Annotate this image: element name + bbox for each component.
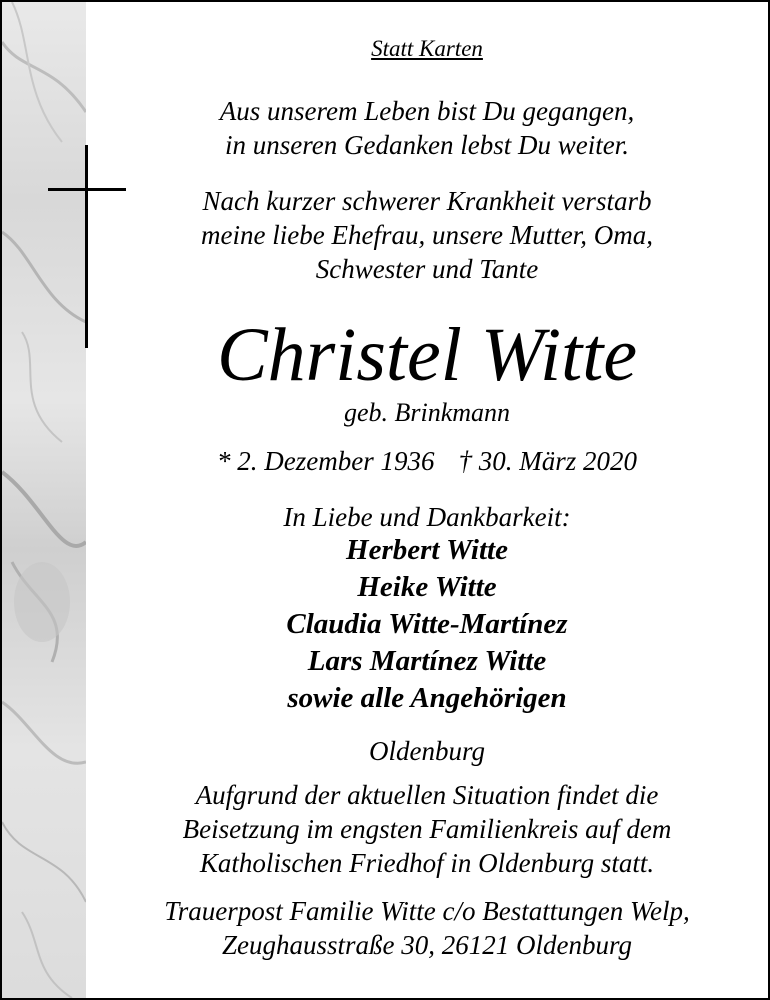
intro-line-3: Schwester und Tante: [315, 254, 539, 284]
intro-line-2: meine liebe Ehefrau, unsere Mutter, Oma,: [201, 220, 653, 250]
address-line-1: Trauerpost Familie Witte c/o Bestattungen Welp,: [164, 896, 690, 926]
notice-line-3: Katholischen Friedhof in Oldenburg statt.: [199, 848, 655, 878]
mourners-intro: In Liebe und Dankbarkeit:: [283, 502, 571, 532]
heading: Statt Karten: [371, 36, 483, 61]
birth-date: * 2. Dezember 1936: [217, 446, 435, 476]
intro-line-1: Nach kurzer schwerer Krankheit verstarb: [202, 186, 652, 216]
deceased-name: Christel Witte: [216, 313, 638, 397]
life-dates: [86, 444, 768, 478]
notice-line-2: Beisetzung im engsten Familienkreis auf dem: [182, 814, 672, 844]
address-line-2: Zeughausstraße 30, 26121 Oldenburg: [222, 930, 632, 960]
notice-line-1: Aufgrund der aktuellen Situation findet die: [195, 780, 659, 810]
place: Oldenburg: [369, 736, 485, 766]
verse-line-1: Aus unserem Leben bist Du gegangen,: [219, 96, 635, 126]
marble-border-decoration: [2, 2, 86, 998]
mourner-3: Claudia Witte-Martínez: [286, 608, 568, 640]
verse-line-2: in unseren Gedanken lebst Du weiter.: [225, 130, 629, 160]
mourner-4: Lars Martínez Witte: [307, 645, 547, 677]
maiden-name: geb. Brinkmann: [343, 398, 511, 427]
mourner-2: Heike Witte: [357, 571, 497, 603]
mourner-5: sowie alle Angehörigen: [287, 682, 567, 714]
death-date: † 30. März 2020: [458, 446, 637, 476]
mourner-1: Herbert Witte: [346, 534, 508, 566]
marble-veins: [2, 2, 86, 998]
